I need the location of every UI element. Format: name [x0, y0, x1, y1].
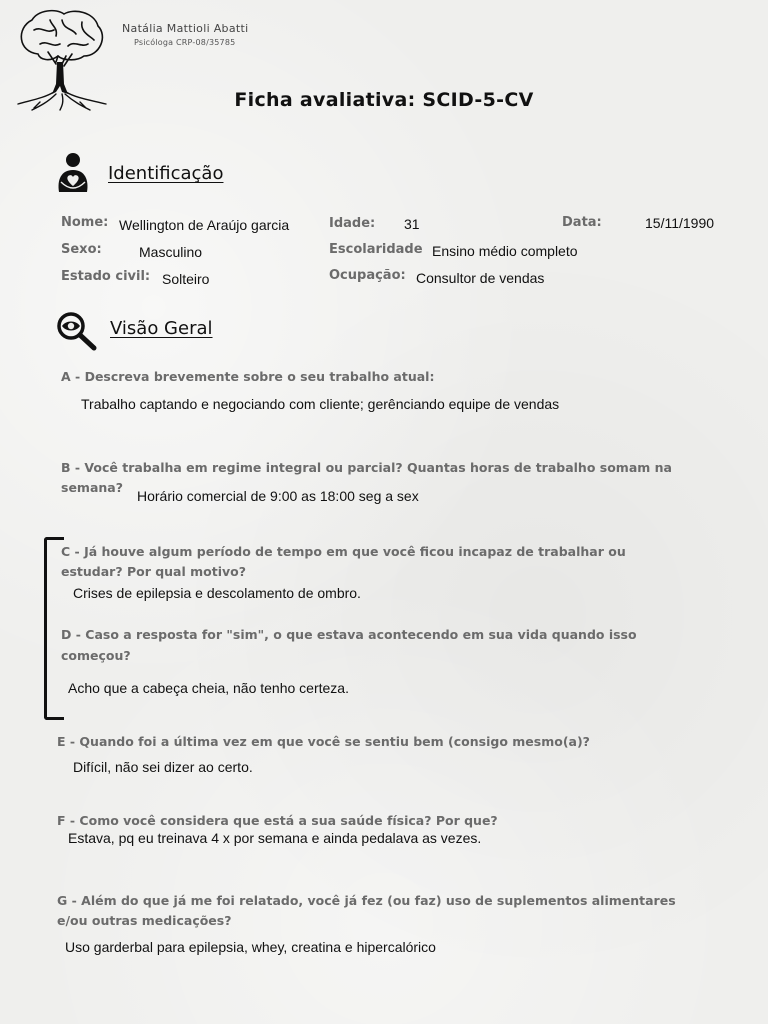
answer-d: Acho que a cabeça cheia, não tenho certeza. — [68, 680, 349, 696]
answer-c: Crises de epilepsia e descolamento de ombro. — [73, 585, 361, 601]
sexo-value: Masculino — [139, 244, 203, 260]
answer-a: Trabalho captando e negociando com cliente; gerênciando equipe de vendas — [81, 396, 560, 412]
answer-b: Horário comercial de 9:00 as 18:00 seg a sex — [137, 488, 419, 504]
author-name: Natália Mattioli Abatti — [122, 22, 249, 35]
ocupacao-label: Ocupação: — [329, 268, 406, 283]
nome-value: Wellington de Araújo garcia — [119, 217, 290, 233]
question-d-line2: começou? — [61, 648, 131, 663]
idade-label: Idade: — [329, 216, 376, 231]
answer-e: Difícil, não sei dizer ao certo. — [73, 759, 253, 775]
section-title-identificacao: Identificação — [108, 163, 224, 184]
question-c-line1: C - Já houve algum período de tempo em que você ficou incapaz de trabalhar ou — [61, 544, 626, 559]
estado-civil-value: Solteiro — [162, 271, 210, 287]
question-g-line2: e/ou outras medicações? — [57, 913, 232, 928]
author-crp: Psicóloga CRP-08/35785 — [134, 38, 236, 47]
person-heart-icon — [55, 152, 91, 196]
magnifier-eye-icon — [56, 311, 98, 351]
escolaridade-value: Ensino médio completo — [432, 243, 578, 259]
question-a: A - Descreva brevemente sobre o seu trabalho atual: — [61, 369, 435, 384]
data-label: Data: — [562, 215, 602, 230]
question-e: E - Quando foi a última vez em que você se sentiu bem (consigo mesmo(a)? — [57, 734, 590, 749]
question-d-line1: D - Caso a resposta for "sim", o que estava acontecendo em sua vida quando isso — [61, 627, 637, 642]
idade-value: 31 — [404, 216, 420, 232]
question-f: F - Como você considera que está a sua saúde física? Por que? — [57, 813, 498, 828]
page-title: Ficha avaliativa: SCID-5-CV — [234, 89, 534, 111]
question-c-line2: estudar? Por qual motivo? — [61, 564, 246, 579]
answer-g: Uso garderbal para epilepsia, whey, creatina e hipercalórico — [65, 939, 436, 955]
question-g-line1: G - Além do que já me foi relatado, você já fez (ou faz) uso de suplementos alimentares — [57, 893, 676, 908]
answer-f: Estava, pq eu treinava 4 x por semana e ainda pedalava as vezes. — [68, 830, 482, 846]
sexo-label: Sexo: — [61, 242, 102, 257]
section-title-visao-geral: Visão Geral — [110, 318, 213, 339]
question-b-line2: semana? — [61, 480, 123, 495]
estado-civil-label: Estado civil: — [61, 269, 151, 284]
ocupacao-value: Consultor de vendas — [416, 270, 545, 286]
escolaridade-label: Escolaridade — [329, 242, 423, 257]
data-value: 15/11/1990 — [645, 215, 715, 231]
nome-label: Nome: — [61, 215, 109, 230]
question-b-line1: B - Você trabalha em regime integral ou parcial? Quantas horas de trabalho somam na — [61, 460, 672, 475]
